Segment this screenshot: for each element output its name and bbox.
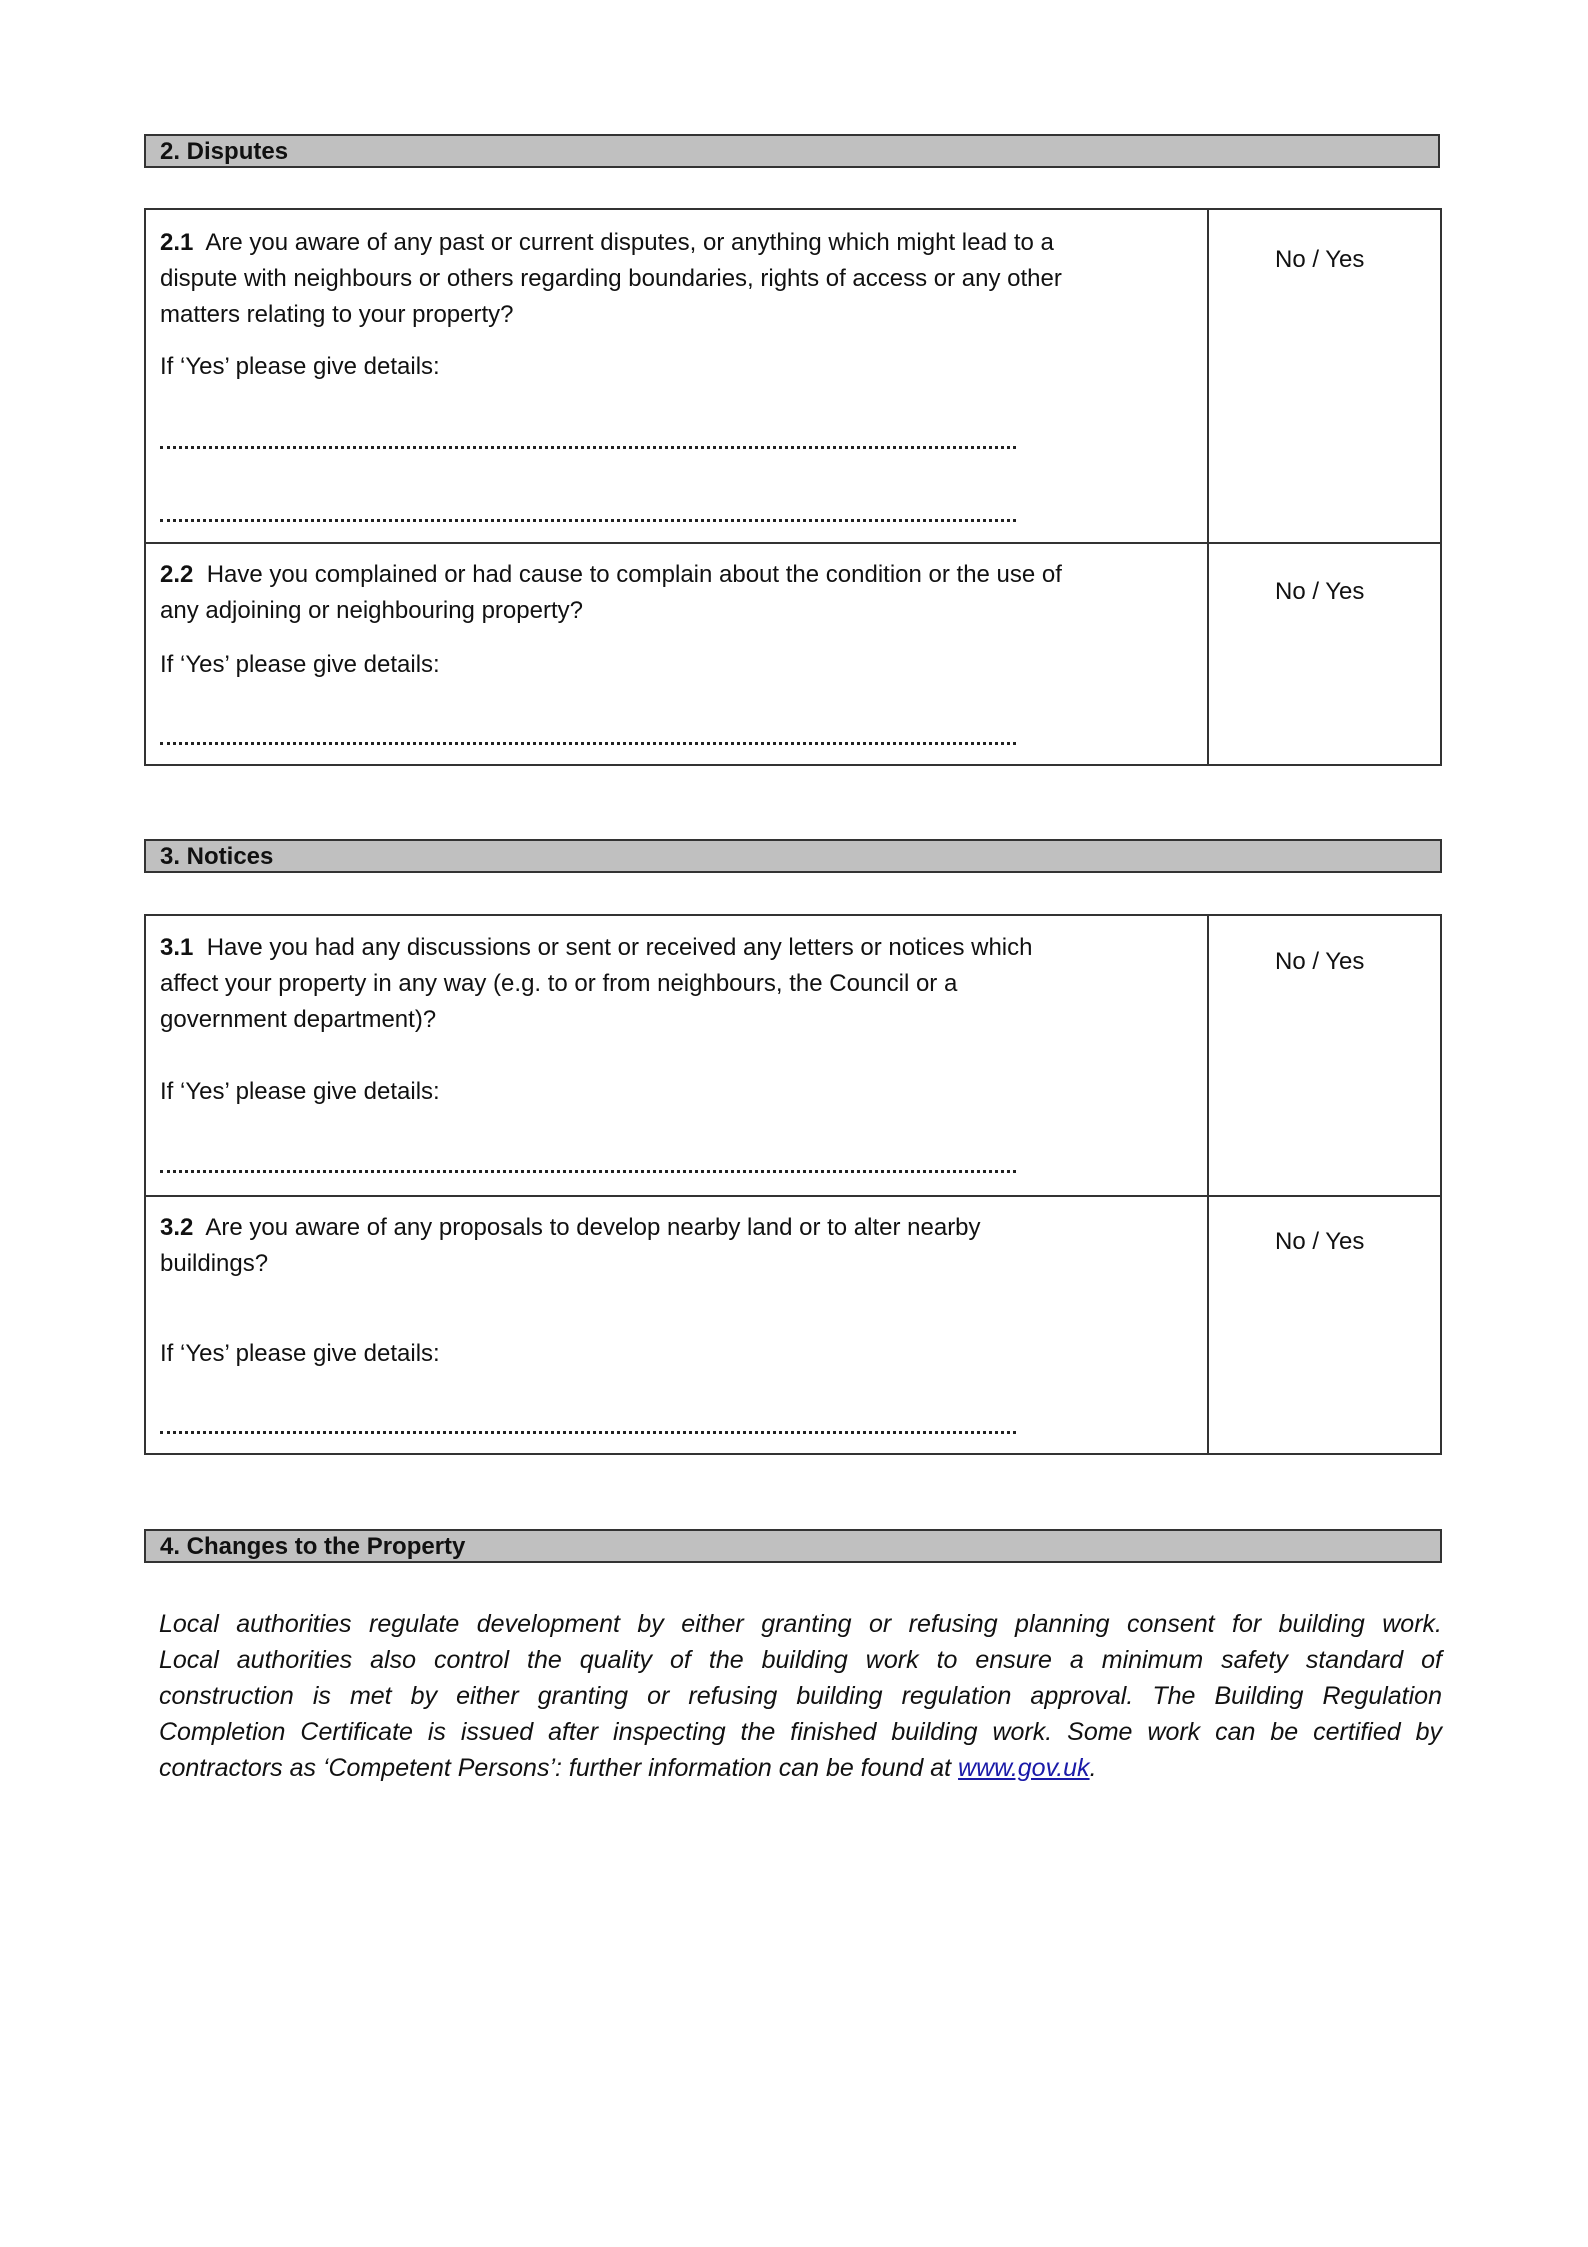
section-header-notices [144, 839, 1442, 873]
question-text: buildings? [160, 1250, 269, 1277]
section-title: 4. Changes to the Property [160, 1533, 466, 1560]
details-answer-line [160, 446, 1016, 449]
details-answer-line [160, 742, 1016, 745]
details-answer-line [160, 1170, 1016, 1173]
paragraph-line: Local authorities also control the quality of the building work to ensure a minimum safety standard of [159, 1646, 1442, 1674]
details-prompt: If ‘Yes’ please give details: [160, 651, 440, 678]
row-divider [146, 1195, 1440, 1197]
question-text: matters relating to your property? [160, 301, 514, 328]
gov-uk-link[interactable]: www.gov.uk [958, 1754, 1090, 1782]
answer-no-yes[interactable]: No / Yes [1275, 1228, 1365, 1255]
answer-no-yes[interactable]: No / Yes [1275, 578, 1365, 605]
question-3-1: 3.1 Have you had any discussions or sent or received any letters or notices which [160, 934, 1033, 961]
details-prompt: If ‘Yes’ please give details: [160, 1340, 440, 1367]
paragraph-text: contractors as ‘Competent Persons’: further information can be found at [159, 1754, 959, 1782]
answer-no-yes[interactable]: No / Yes [1275, 246, 1365, 273]
answer-no-yes[interactable]: No / Yes [1275, 948, 1365, 975]
details-prompt: If ‘Yes’ please give details: [160, 353, 440, 380]
notices-table [144, 914, 1442, 1455]
column-divider [1207, 916, 1209, 1453]
details-prompt: If ‘Yes’ please give details: [160, 1078, 440, 1105]
question-2-2: 2.2 Have you complained or had cause to complain about the condition or the use of [160, 561, 1062, 588]
details-answer-line [160, 519, 1016, 522]
question-2-1: 2.1 Are you aware of any past or current disputes, or anything which might lead to a [160, 229, 1054, 256]
paragraph-line: Completion Certificate is issued after inspecting the finished building work. Some work can be certified by [159, 1718, 1442, 1746]
question-3-2: 3.2 Are you aware of any proposals to develop nearby land or to alter nearby [160, 1214, 981, 1241]
paragraph-line: construction is met by either granting or refusing building regulation approval. The Building Regulation [159, 1682, 1442, 1710]
details-answer-line [160, 1431, 1016, 1434]
section-header-disputes [144, 134, 1440, 168]
section-title: 2. Disputes [160, 138, 289, 165]
paragraph-line: Local authorities regulate development by either granting or refusing planning consent for building work. [159, 1610, 1442, 1638]
column-divider [1207, 210, 1209, 764]
paragraph-line [159, 1750, 1442, 1786]
question-text: government department)? [160, 1006, 437, 1033]
question-text: affect your property in any way (e.g. to or from neighbours, the Council or a [160, 970, 958, 997]
section-title: 3. Notices [160, 843, 274, 870]
question-text: dispute with neighbours or others regarding boundaries, rights of access or any other [160, 265, 1062, 292]
disputes-table [144, 208, 1442, 766]
question-text: any adjoining or neighbouring property? [160, 597, 583, 624]
section-header-changes [144, 1529, 1442, 1563]
paragraph-text: . [1089, 1754, 1097, 1782]
changes-paragraph [159, 1606, 1442, 1786]
row-divider [146, 542, 1440, 544]
